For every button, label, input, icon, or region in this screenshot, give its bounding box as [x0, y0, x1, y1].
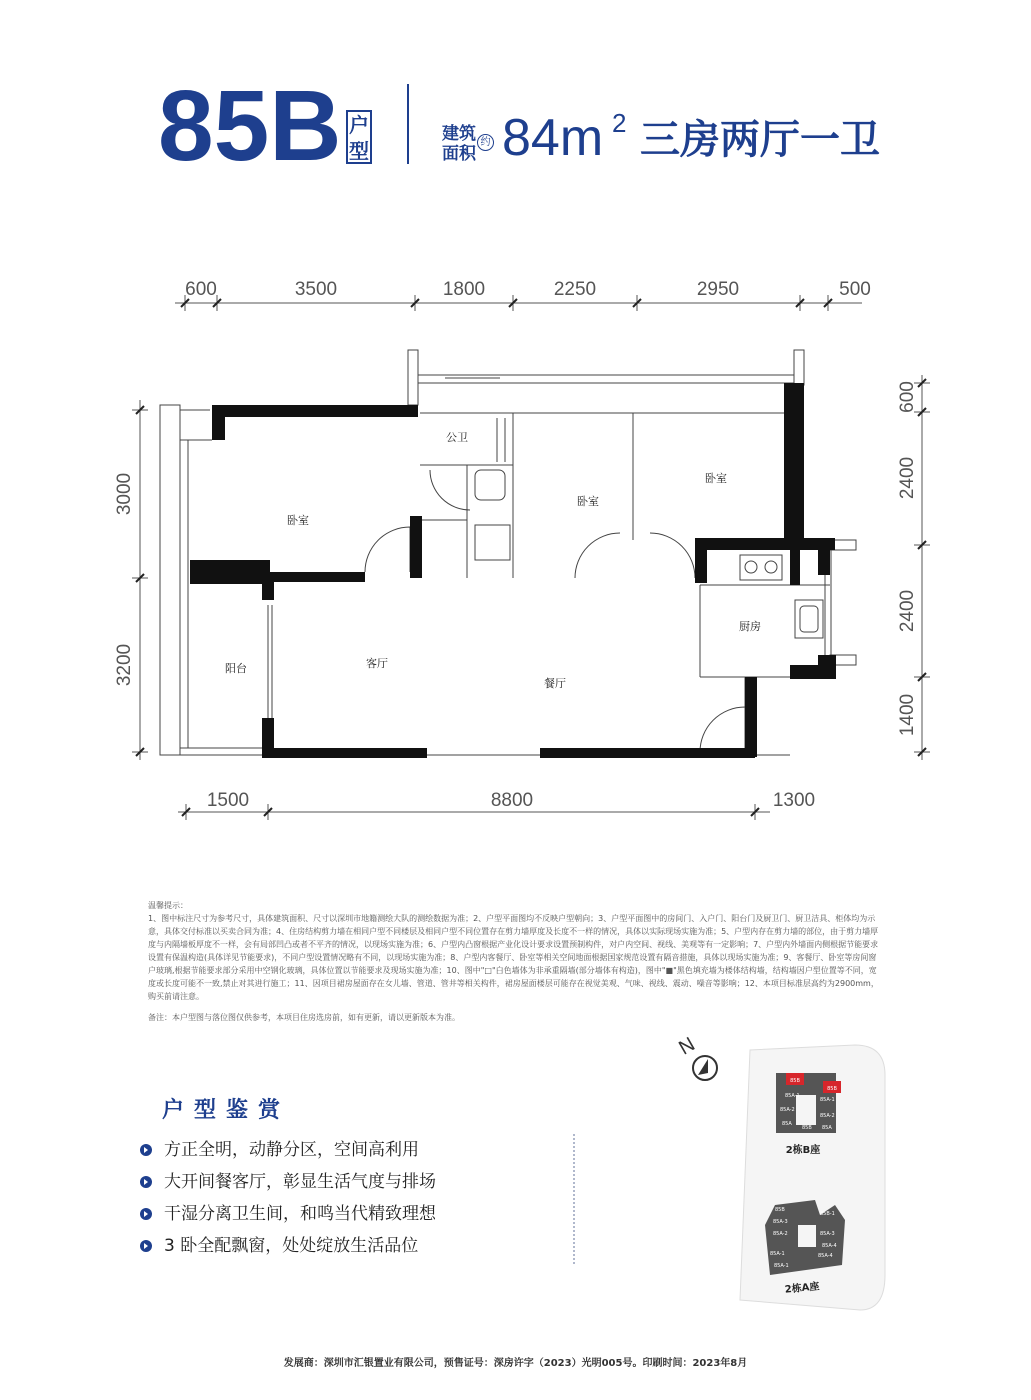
layout-description: 三房两厅一卫: [640, 117, 880, 163]
feature-item: [140, 1139, 419, 1161]
room-balcony: 阳台: [225, 662, 247, 675]
area-approx-badge: 约: [477, 134, 494, 151]
left-dimension-line: [132, 400, 148, 760]
room-bath: 公卫: [446, 431, 468, 444]
features-title: 户型鉴赏: [162, 1098, 291, 1123]
a-label: 85A-1: [770, 1251, 785, 1257]
top-dim-1: 600: [185, 279, 217, 300]
b-label: 85A-2: [780, 1107, 795, 1113]
a-label: 85B-1: [820, 1211, 835, 1217]
building-b-label: 2栋B座: [785, 1145, 821, 1156]
area-unit-superscript: 2: [612, 108, 627, 138]
bottom-dim-2: 8800: [490, 790, 534, 811]
bottom-dim-3: 1300: [772, 790, 816, 811]
b-label: 85B: [790, 1078, 800, 1084]
site-plan: [670, 1025, 900, 1325]
feature-item: [140, 1171, 436, 1193]
header-separator: [407, 84, 409, 164]
b-label: 85B: [827, 1086, 837, 1092]
notes-title: 温馨提示：: [148, 901, 188, 910]
compass-icon: [693, 1056, 717, 1080]
building-a-label: 2栋A座: [784, 1281, 820, 1296]
top-dim-5: 2950: [696, 279, 740, 300]
bottom-dim-1: 1500: [206, 790, 250, 811]
room-kitchen: 厨房: [739, 620, 761, 633]
area-label-line2: 面积: [442, 144, 476, 164]
b-label: 85A-2: [820, 1113, 835, 1119]
b-label: 85B: [802, 1125, 812, 1131]
feature-text: 干湿分离卫生间，和鸣当代精致理想: [164, 1204, 436, 1224]
area-label-line1: 建筑: [442, 124, 476, 144]
top-dim-4: 2250: [553, 279, 597, 300]
play-bullet-icon: [140, 1240, 152, 1252]
dotted-divider: [573, 1134, 575, 1264]
top-dim-6: 500: [839, 279, 871, 300]
b-label: 85A-1: [820, 1097, 835, 1103]
room-living: 客厅: [366, 657, 388, 670]
a-label: 85A-4: [818, 1253, 833, 1259]
play-bullet-icon: [140, 1208, 152, 1220]
unit-tag: 户型: [346, 110, 372, 164]
feature-item: [140, 1235, 418, 1257]
right-dim-2: 2400: [897, 456, 918, 500]
b-label: 85A-1: [785, 1093, 800, 1099]
a-label: 85B: [775, 1207, 785, 1213]
feature-item: [140, 1203, 436, 1225]
a-label: 85A-2: [773, 1231, 788, 1237]
a-label: 85A-3: [820, 1231, 835, 1237]
top-dimension-line: [175, 295, 862, 311]
b-label: 85A: [782, 1121, 792, 1127]
notes-remark: 备注：本户型图与落位图仅供参考，本项目住房选房前，如有更新，请以更新版本为准。: [148, 1013, 460, 1022]
a-label: 85A-3: [773, 1219, 788, 1225]
left-dim-2: 3200: [114, 643, 135, 687]
b-label: 85A: [822, 1125, 832, 1131]
room-bedroom-3: 卧室: [705, 472, 727, 485]
top-dim-2: 3500: [294, 279, 338, 300]
unit-code: 85B: [158, 70, 342, 182]
a-label: 85A-1: [774, 1263, 789, 1269]
room-bedroom-2: 卧室: [577, 495, 599, 508]
feature-text: 方正全明，动静分区，空间高利用: [164, 1140, 419, 1160]
notes-body: 1、图中标注尺寸为参考尺寸，具体建筑面积、尺寸以深圳市地籍测绘大队的测绘数据为准；2、户型平面图均不反映户型朝向；3、户型平面图中的房间门、入户门、阳台门及厨卫门、厨卫洁具、柜体均为示意，具体交付标准以买卖合同为准；4、住房结构剪力墙在相同户型不同楼层及相同户型不同位置存在剪力墙厚度及长度不一样的情况，具体以实际现场实施为准；5、户型内存在剪力墙的部位，由于剪力墙厚度与内隔墙板厚度不一样，会有局部凹凸或者不平齐的情况，以现场实施为准；6、户型内凸窗根据产业化设计要求设置预制构件，对户内空间、视线、美观等有一定影响；7、户型内外墙面内侧根据节能要求设置有保温构造(具体详见节能要求)，不同户型设置情况略有不同，以现场实施为准；8、户型内客餐厅、卧室等相关空间地面根据国家规范设置有隔音措施，具体以现场实施为准；9、客餐厅、卧室等房间窗户玻璃,根据节能要求部分采用中空钢化玻璃，具体位置以节能要求及现场实施为准；10、图中"□"白色墙体为非承重隔墙(部分墙体有构造)，图中"■"黑色填充墙为楼体结构墙，结构墙因户型位置等不同，宽度或长度可能不一致,禁止对其进行施工；11、因项目裙房屋面存在女儿墙、管道、管井等相关构件，裙房屋面楼层可能存在视觉美观、气味、视线、震动、噪音等影响；12、本项目标准层高约为2900mm，购买前请注意。: [148, 914, 879, 1001]
north-label: N: [675, 1033, 699, 1060]
top-dim-3: 1800: [442, 279, 486, 300]
feature-text: 大开间餐客厅，彰显生活气度与排场: [164, 1172, 436, 1192]
play-bullet-icon: [140, 1144, 152, 1156]
room-bedroom-1: 卧室: [287, 514, 309, 527]
right-dim-1: 600: [897, 381, 918, 413]
door-swings: [365, 470, 745, 752]
footer-disclaimer: 发展商：深圳市汇银置业有限公司，预售证号：深房许字（2023）光明005号。印刷时间：2023年8月: [283, 1358, 748, 1369]
a-label: 85A-4: [822, 1243, 837, 1249]
feature-text: 3 卧全配飘窗，处处绽放生活品位: [164, 1236, 419, 1256]
floor-plan: [0, 260, 1031, 840]
right-dim-4: 1400: [897, 693, 918, 737]
area-value: 84m: [502, 109, 604, 167]
left-dim-1: 3000: [114, 472, 135, 516]
play-bullet-icon: [140, 1176, 152, 1188]
room-dining: 餐厅: [544, 677, 566, 690]
area-label: [442, 124, 476, 164]
right-dim-3: 2400: [897, 589, 918, 633]
